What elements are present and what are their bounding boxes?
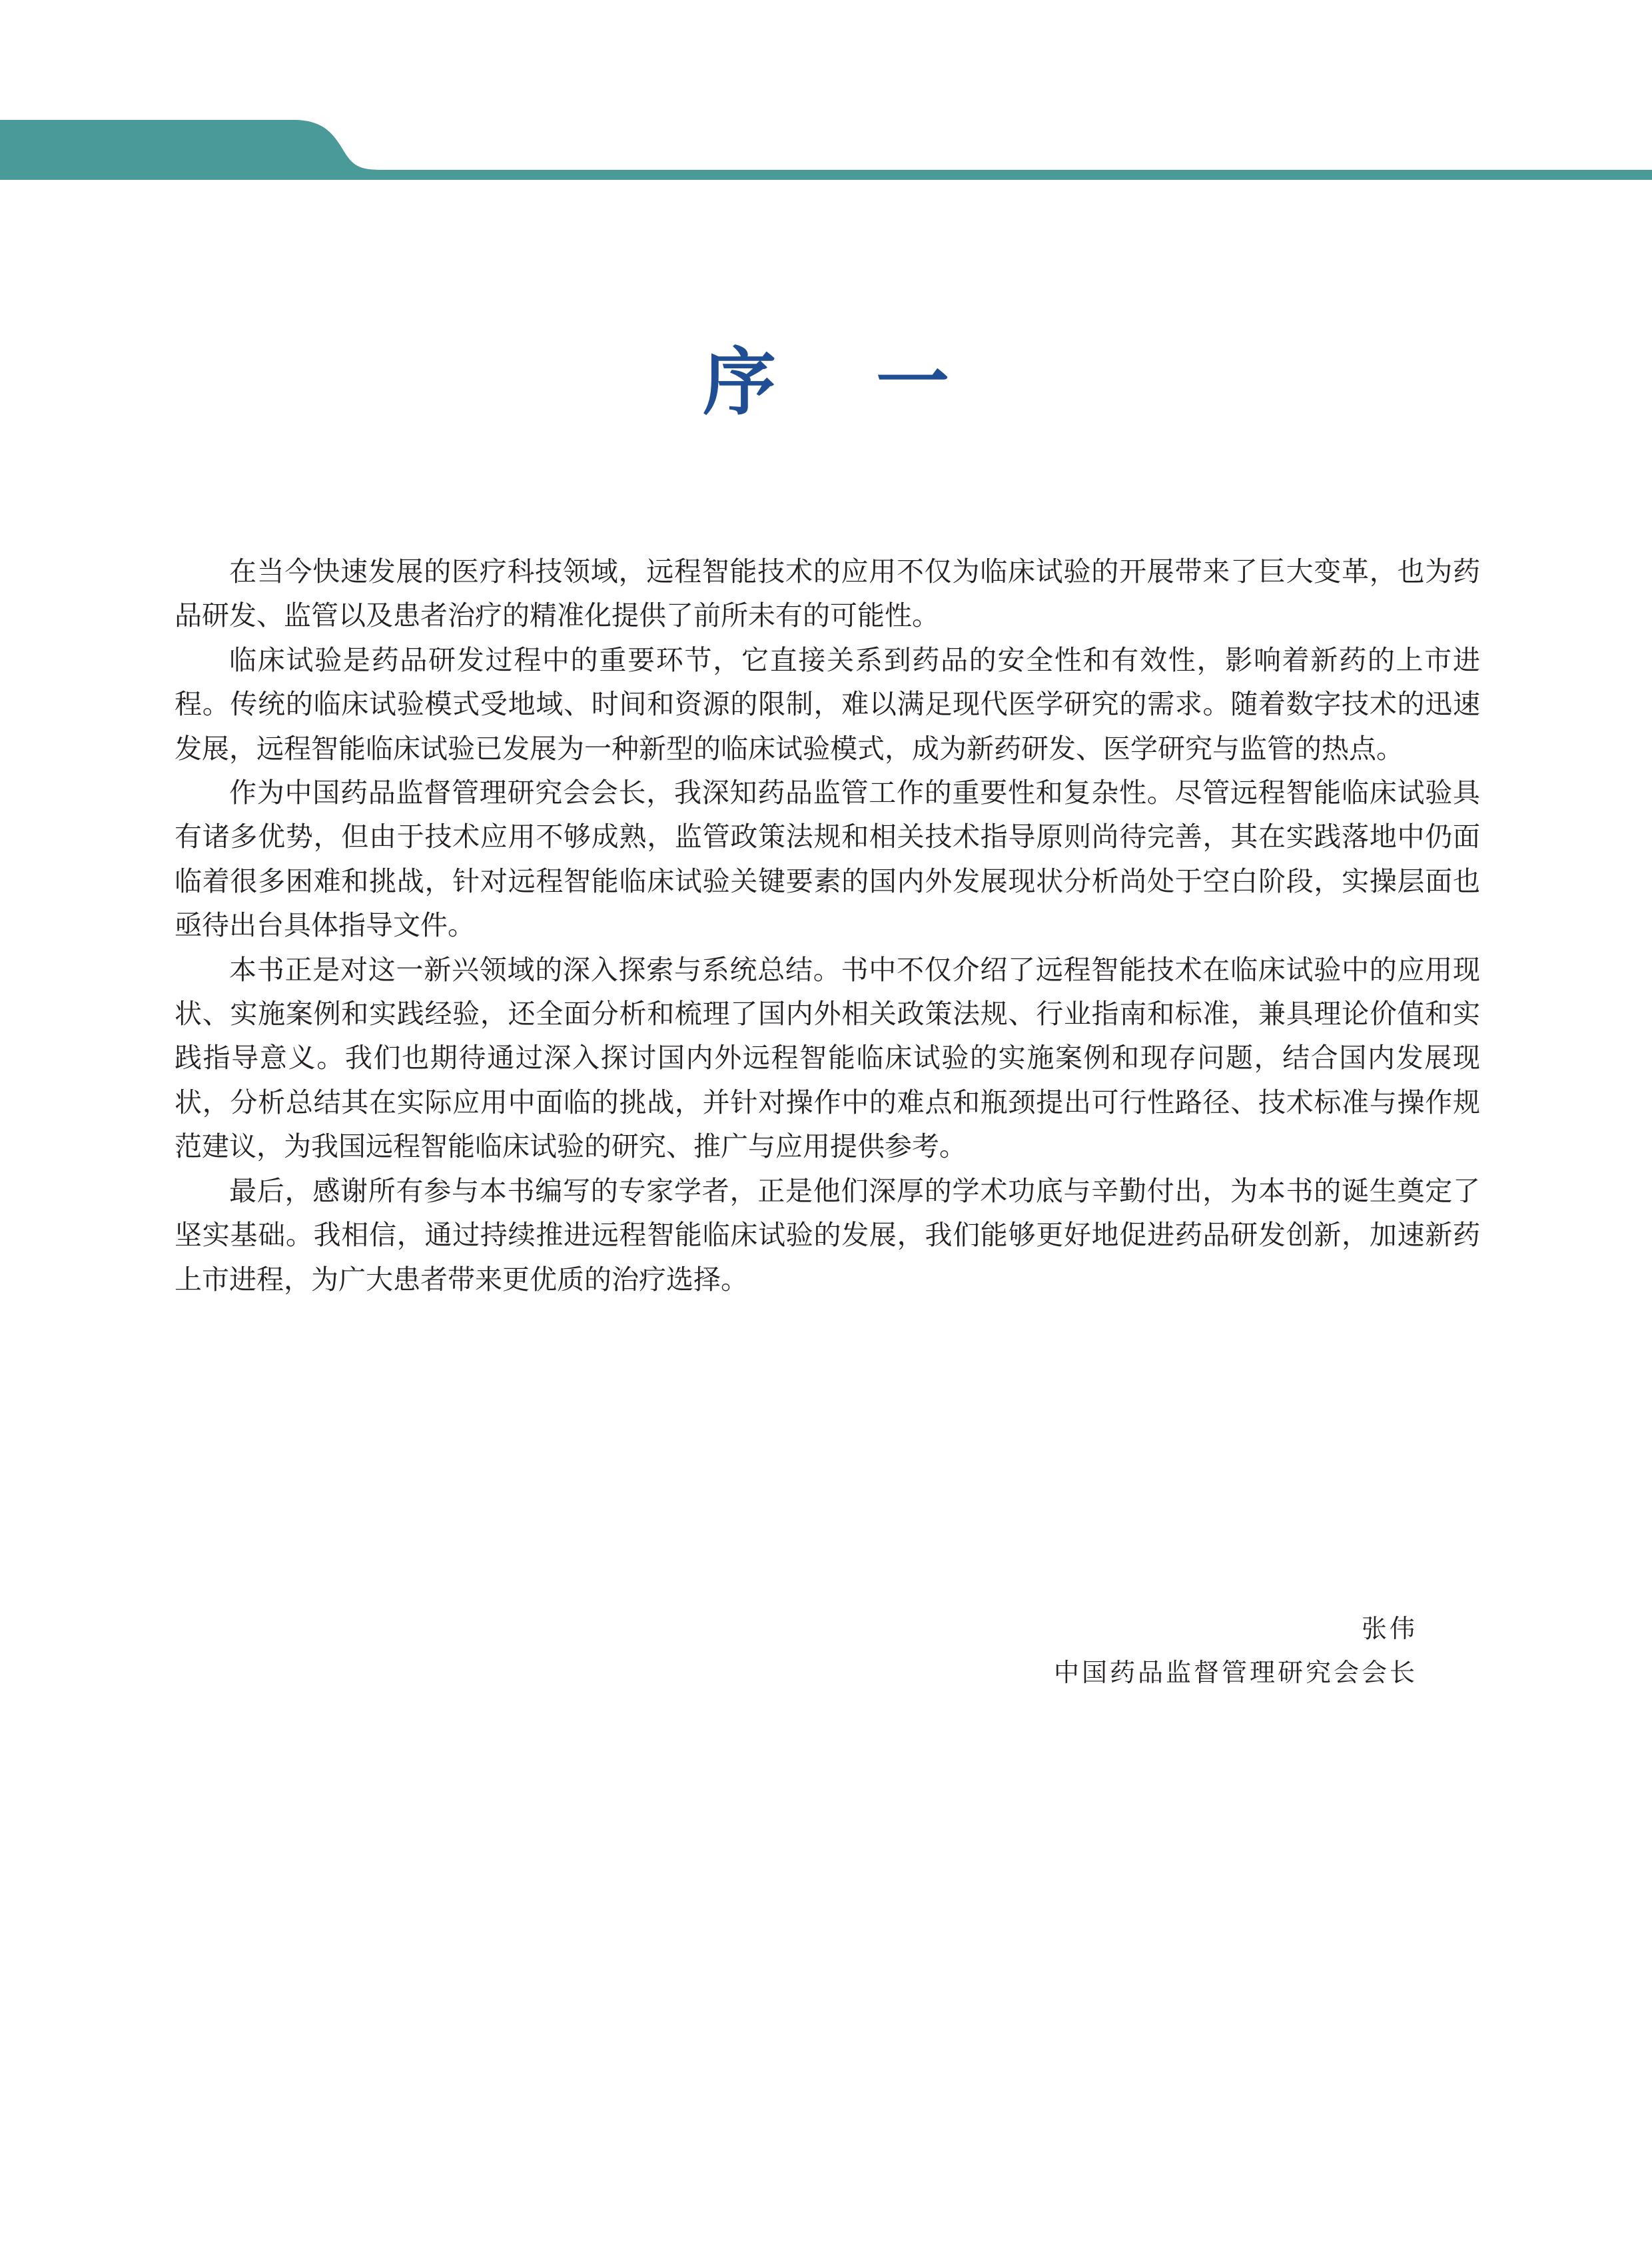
signature-block: [1054, 1607, 1418, 1694]
preface-body: [175, 550, 1480, 1302]
preface-paragraph-2: 临床试验是药品研发过程中的重要环节，它直接关系到药品的安全性和有效性，影响着新药的上市进程。传统的临床试验模式受地域、时间和资源的限制，难以满足现代医学研究的需求。随着数字技术的迅速发展，远程智能临床试验已发展为一种新型的临床试验模式，成为新药研发、医学研究与监管的热点。: [175, 643, 1480, 765]
preface-paragraph-5: 最后，感谢所有参与本书编写的专家学者，正是他们深厚的学术功底与辛勤付出，为本书的诞生奠定了坚实基础。我相信，通过持续推进远程智能临床试验的发展，我们能够更好地促进药品研发创新，加速新药上市进程，为广大患者带来更优质的治疗选择。: [175, 1174, 1480, 1296]
page-title-char-2: 一: [876, 338, 949, 425]
page-title: [0, 336, 1652, 429]
preface-paragraph-3: 作为中国药品监督管理研究会会长，我深知药品监管工作的重要性和复杂性。尽管远程智能临床试验具有诸多优势，但由于技术应用不够成熟，监管政策法规和相关技术指导原则尚待完善，其在实践落地中仍面临着很多困难和挑战，针对远程智能临床试验关键要素的国内外发展现状分析尚处于空白阶段，实操层面也亟待出台具体指导文件。: [175, 777, 1480, 942]
signature-role: 中国药品监督管理研究会会长: [1053, 1658, 1418, 1687]
page-title-char-1: 序: [703, 338, 776, 425]
signature-name: 张伟: [1361, 1614, 1418, 1643]
header-decoration-band: [0, 0, 1652, 187]
preface-paragraph-1: 在当今快速发展的医疗科技领域，远程智能技术的应用不仅为临床试验的开展带来了巨大变革，也为药品研发、监管以及患者治疗的精准化提供了前所未有的可能性。: [175, 556, 1480, 632]
preface-paragraph-4: 本书正是对这一新兴领域的深入探索与系统总结。书中不仅介绍了远程智能技术在临床试验中的应用现状、实施案例和实践经验，还全面分析和梳理了国内外相关政策法规、行业指南和标准，兼具理论价值和实践指导意义。我们也期待通过深入探讨国内外远程智能临床试验的实施案例和现存问题，结合国内发展现状，分析总结其在实际应用中面临的挑战，并针对操作中的难点和瓶颈提出可行性路径、技术标准与操作规范建议，为我国远程智能临床试验的研究、推广与应用提供参考。: [175, 953, 1480, 1163]
header-tab-shape: [0, 120, 1652, 180]
